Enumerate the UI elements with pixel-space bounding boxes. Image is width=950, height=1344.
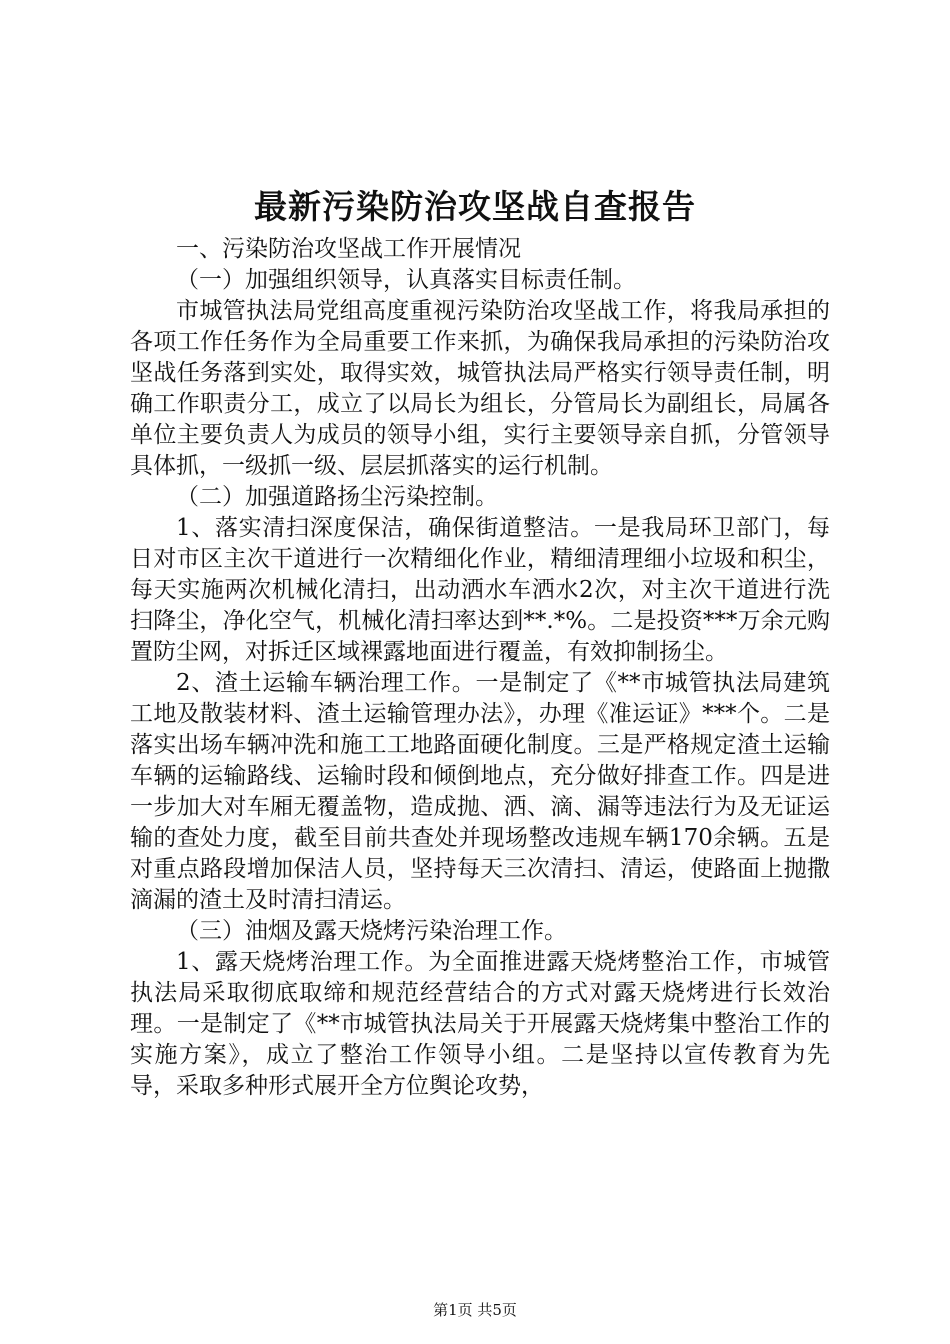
paragraph: 1、露天烧烤治理工作。为全面推进露天烧烤整治工作，市城管执法局采取彻底取缔和规范经营结合的方式对露天烧烤进行长效治理。一是制定了《**市城管执法局关于开展露天烧烤集中整治工作的实施方案》，成立了整治工作领导小组。二是坚持以宣传教育为先导，采取多种形式展开全方位舆论攻势， xyxy=(130,949,830,1099)
document-title: 最新污染防治攻坚战自查报告 xyxy=(254,187,696,226)
paragraph: 市城管执法局党组高度重视污染防治攻坚战工作，将我局承担的各项工作任务作为全局重要工作来抓，为确保我局承担的污染防治攻坚战任务落到实处，取得实效，城管执法局严格实行领导责任制，明确工作职责分工，成立了以局长为组长，分管局长为副组长，局属各单位主要负责人为成员的领导小组，实行主要领导亲自抓，分管领导具体抓，一级抓一级、层层抓落实的运行机制。 xyxy=(130,298,830,479)
paragraph: 1、落实清扫深度保洁，确保街道整洁。一是我局环卫部门，每日对市区主次干道进行一次精细化作业，精细清理细小垃圾和积尘，每天实施两次机械化清扫，出动洒水车洒水2次，对主次干道进行洗扫降尘，净化空气，机械化清扫率达到**.*%。二是投资***万余元购置防尘网，对拆迁区域裸露地面进行覆盖，有效抑制扬尘。 xyxy=(130,515,830,665)
subsection-heading: （三）油烟及露天烧烤污染治理工作。 xyxy=(176,918,567,944)
subsection-heading: （二）加强道路扬尘污染控制。 xyxy=(176,484,498,510)
section-heading: 一、污染防治攻坚战工作开展情况 xyxy=(176,236,521,262)
page-footer: 第1页 共5页 xyxy=(433,1301,517,1319)
document-body xyxy=(130,234,830,1102)
subsection-heading: （一）加强组织领导，认真落实目标责任制。 xyxy=(176,267,636,293)
paragraph: 2、渣土运输车辆治理工作。一是制定了《**市城管执法局建筑工地及散装材料、渣土运输管理办法》，办理《准运证》***个。二是落实出场车辆冲洗和施工工地路面硬化制度。三是严格规定渣土运输车辆的运输路线、运输时段和倾倒地点，充分做好排查工作。四是进一步加大对车厢无覆盖物，造成抛、洒、滴、漏等违法行为及无证运输的查处力度，截至目前共查处并现场整改违规车辆170余辆。五是对重点路段增加保洁人员，坚持每天三次清扫、清运，使路面上抛撒滴漏的渣土及时清扫清运。 xyxy=(130,670,830,913)
